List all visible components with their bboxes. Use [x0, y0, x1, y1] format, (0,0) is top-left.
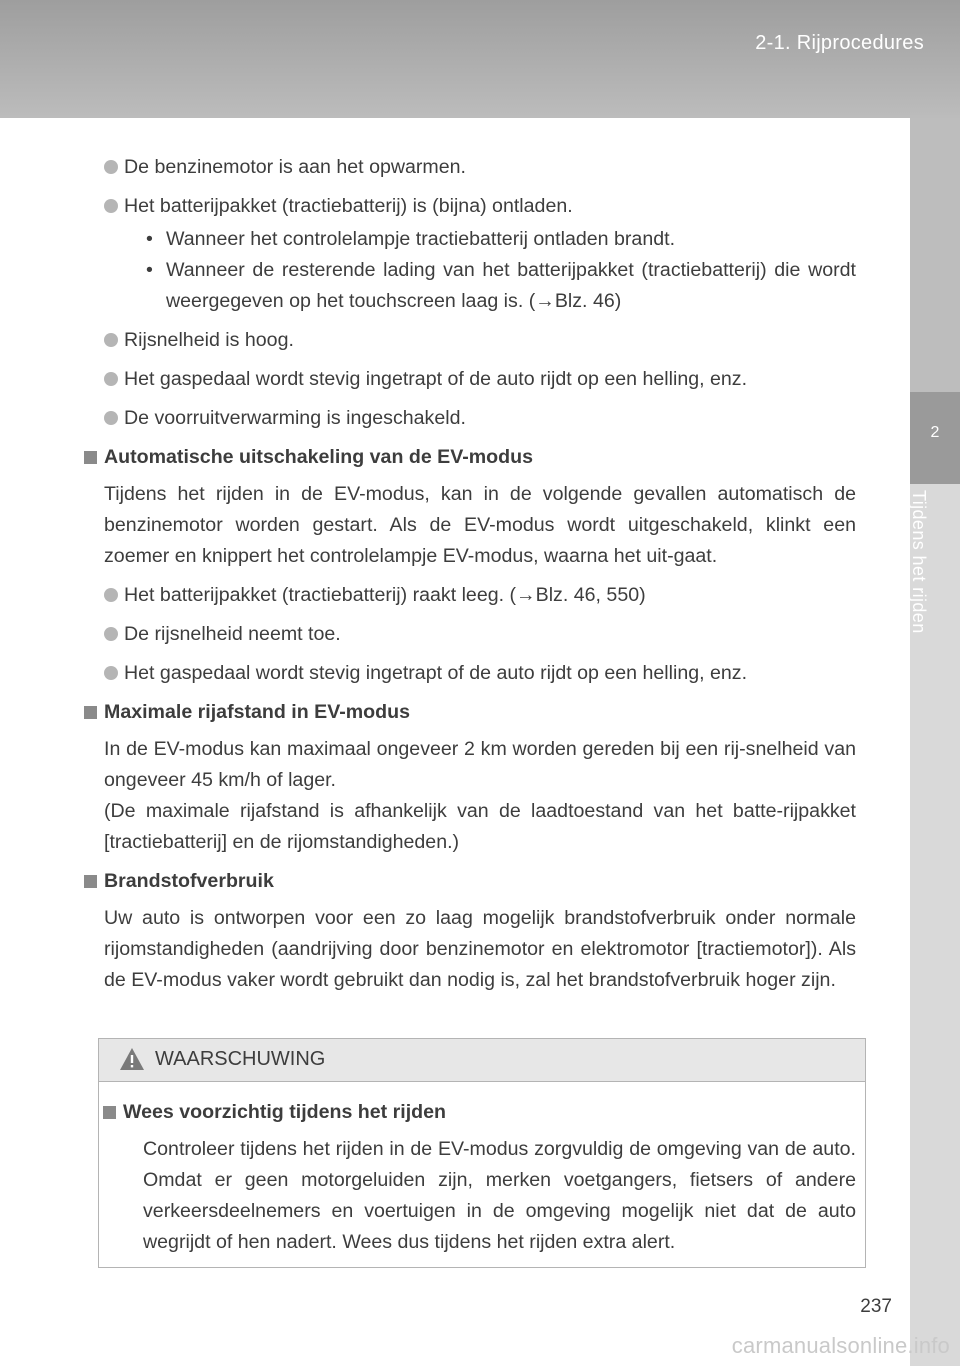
sub-list-item: • Wanneer de resterende lading van het batterijpakket (tractiebatterij) die wordt weergegeven op het touchscreen laag is. (→Blz. 46) — [146, 255, 856, 317]
square-bullet-icon — [84, 706, 97, 719]
bullet-icon — [104, 666, 118, 680]
warning-title: WAARSCHUWING — [155, 1048, 326, 1070]
warning-heading: Wees voorzichtig tijdens het rijden — [103, 1097, 856, 1128]
chapter-number: 2 — [930, 424, 940, 441]
square-bullet-icon — [84, 451, 97, 464]
list-item: Rijsnelheid is hoog. — [104, 325, 856, 356]
main-content — [104, 152, 856, 1004]
page-header — [0, 0, 960, 118]
bullet-icon — [104, 372, 118, 386]
section-title: 2-1. Rijprocedures — [755, 32, 924, 54]
square-bullet-icon — [84, 875, 97, 888]
bullet-icon — [104, 333, 118, 347]
section-heading: Maximale rijafstand in EV-modus — [84, 697, 856, 728]
square-bullet-icon — [103, 1106, 116, 1119]
bullet-icon — [104, 199, 118, 213]
section-heading: Brandstofverbruik — [84, 866, 856, 897]
dot-icon: • — [146, 259, 153, 281]
bullet-icon — [104, 411, 118, 425]
list-item: Het batterijpakket (tractiebatterij) raakt leeg. (→Blz. 46, 550) — [104, 580, 856, 611]
bullet-icon — [104, 627, 118, 641]
warning-box — [98, 1038, 866, 1268]
warning-body — [123, 1097, 856, 1266]
warning-header — [99, 1039, 865, 1082]
page-number: 237 — [860, 1296, 892, 1317]
section-heading: Automatische uitschakeling van de EV-modus — [84, 442, 856, 473]
watermark: carmanualsonline.info — [731, 1333, 950, 1358]
list-item: De benzinemotor is aan het opwarmen. — [104, 152, 856, 183]
list-item: De voorruitverwarming is ingeschakeld. — [104, 403, 856, 434]
side-tab-top — [910, 118, 960, 392]
list-item: Het gaspedaal wordt stevig ingetrapt of de auto rijdt op een helling, enz. — [104, 658, 856, 689]
sub-list — [146, 224, 856, 317]
list-item: De rijsnelheid neemt toe. — [104, 619, 856, 650]
section-text: (De maximale rijafstand is afhankelijk van de laadtoestand van het batte-rijpakket [tractiebatterij] en de rijomstandigheden.) — [104, 800, 856, 853]
list-item: Het batterijpakket (tractiebatterij) is (bijna) ontladen. — [104, 191, 856, 222]
bullet-icon — [104, 588, 118, 602]
warning-text: Controleer tijdens het rijden in de EV-modus zorgvuldig de omgeving van de auto. Omdat er geen motorgeluiden zijn, merken voetgangers, fietsers of andere verkeersdeelnemers en voertuigen in de omgeving mogelijk niet dat de auto wegrijdt of hen nadert. Wees dus tijdens het rijden extra alert. — [143, 1138, 856, 1253]
section-text: Uw auto is ontworpen voor een zo laag mogelijk brandstofverbruik onder normale rijomstandigheden (aandrijving door benzinemotor en elektromotor [tractiemotor]). Als de EV-modus vaker wordt gebruikt dan nodig is, zal het brandstofverbruik hoger zijn. — [104, 907, 856, 991]
warning-triangle-icon — [119, 1047, 145, 1071]
bullet-icon — [104, 160, 118, 174]
chapter-label: Tijdens het rijden — [909, 490, 929, 634]
section-text: Tijdens het rijden in de EV-modus, kan in de volgende gevallen automatisch de benzinemotor worden gestart. Als de EV-modus wordt uitgeschakeld, klinkt een zoemer en knippert het controlelampje EV-modus, waarna het uit-gaat. — [104, 483, 856, 567]
dot-icon: • — [146, 228, 153, 250]
list-item: Het gaspedaal wordt stevig ingetrapt of de auto rijdt op een helling, enz. — [104, 364, 856, 395]
sub-list-item: • Wanneer het controlelampje tractiebatterij ontladen brandt. — [146, 224, 856, 255]
section-text: In de EV-modus kan maximaal ongeveer 2 km worden gereden bij een rij-snelheid van ongeveer 45 km/h of lager. — [104, 738, 856, 791]
